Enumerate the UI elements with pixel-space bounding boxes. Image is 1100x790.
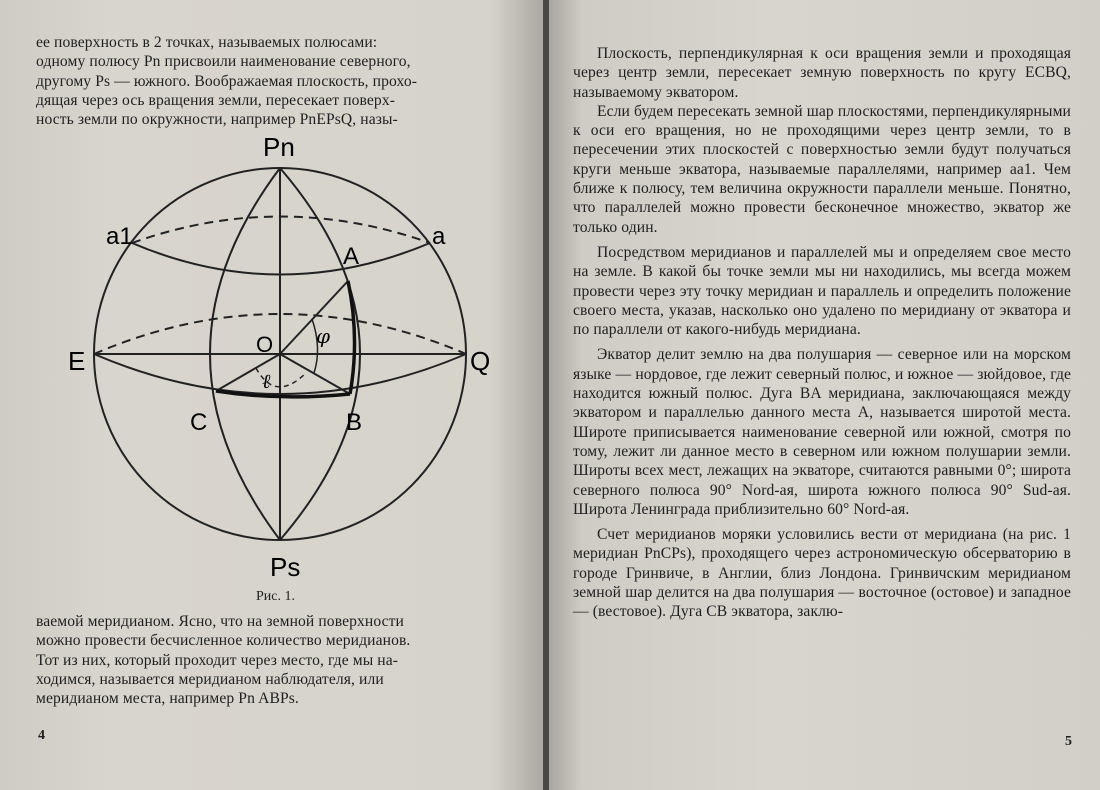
label-c: C	[190, 409, 208, 436]
paragraph: Если будем пересекать земной шар плоскостями, перпендикулярными к оси его вращения, но не проходящими через центр земли, то в пересечении этих плоскостей с поверхностью земли будут получаться круги меньше экватора, называемые параллелями, например aa1. Чем ближе к полюсу, тем величина окружности параллели меньше. Понятно, что параллелей можно провести бесконечное множество, экватор же только один.	[573, 102, 1071, 236]
text-line: меридианом места, например Pn ABPs.	[36, 690, 299, 708]
right-text	[573, 44, 1071, 622]
text-line: ее поверхность в 2 точках, называемых полюсами:	[36, 34, 378, 51]
label-a1: a1	[106, 223, 133, 250]
label-phi: φ	[316, 324, 331, 348]
label-e: E	[68, 346, 86, 376]
label-o: O	[256, 332, 274, 357]
label-a: a	[432, 223, 446, 250]
left-bottom-text	[36, 612, 524, 708]
page-number: 5	[1065, 734, 1072, 749]
text-line: ходимся, называется меридианом наблюдателя, или	[36, 670, 384, 688]
label-pn: Pn	[263, 132, 295, 162]
text-line: одному полюсу Pn присвоили наименование северного,	[36, 53, 411, 71]
radius-oc	[216, 354, 280, 391]
paragraph: Плоскость, перпендикулярная к оси вращения земли и проходящая через центр земли, пересекает земную поверхность по кругу ECBQ, называемому экватором.	[573, 45, 1071, 101]
globe-diagram	[60, 128, 500, 598]
paragraph: Счет меридианов моряки условились вести от меридиана (на рис. 1 меридиан PnCPs), проходящего через астрономическую обсерваторию в городе Гринвиче, в Англии, близ Лондона. Гринвичским меридианом земной шар делится на два полушария — восточное (остовое) и западное — (вестовое). Дуга CB экватора, заклю-	[573, 526, 1071, 621]
page-number: 4	[38, 728, 45, 743]
text-line: ность земли по окружности, например PnEPsQ, назы-	[36, 111, 398, 129]
paragraph: Посредством меридианов и параллелей мы и определяем свое место на земле. В какой бы точке земли мы ни находились, мы всегда можем провести через эту точку меридиан и параллель и определить положение своего места, указав, насколько оно удалено по меридиану от экватора и по параллели от какого-нибудь меридиана.	[573, 243, 1071, 339]
text-line: Тот из них, который проходит через место, где мы на-	[36, 651, 399, 669]
text-line: другому Ps — южного. Воображаемая плоскость, прохо-	[36, 72, 418, 90]
paragraph: Экватор делит землю на два полушария — северное или на морском языке — нордовое, где лежит северный полюс, и южное — зюйдовое, где находится южный полюс. Дуга BA меридиана, заключающаяся между экватором и параллелью данного места A, называется широтой места. Широте приписывается наименование северной или южной, смотря по тому, лежит ли данное место в северном или южном полушарии земли. Широты всех мест, лежащих на экваторе, считаются равными 0°; широта северного полюса 90° Nord-ая, широта южного полюса 90° Sud-ая. Широта Ленинграда приблизительно 60° Nord-ая.	[573, 346, 1071, 518]
right-page	[549, 0, 1100, 790]
label-b: B	[346, 409, 363, 436]
radius-ob	[280, 354, 350, 394]
left-top-text	[36, 33, 524, 129]
label-A: A	[343, 243, 360, 270]
label-q: Q	[470, 346, 491, 376]
text-line: дящая через ось вращения земли, пересекает поверх-	[36, 91, 396, 109]
text-line: можно провести бесчисленное количество меридианов.	[36, 632, 411, 650]
text-line: ваемой меридианом. Ясно, что на земной поверхности	[36, 613, 404, 630]
figure-caption: Рис. 1.	[256, 589, 295, 604]
label-ps: Ps	[270, 552, 301, 582]
left-page	[0, 0, 545, 790]
radius-oa	[280, 281, 348, 354]
label-l: ℓ	[262, 369, 271, 393]
